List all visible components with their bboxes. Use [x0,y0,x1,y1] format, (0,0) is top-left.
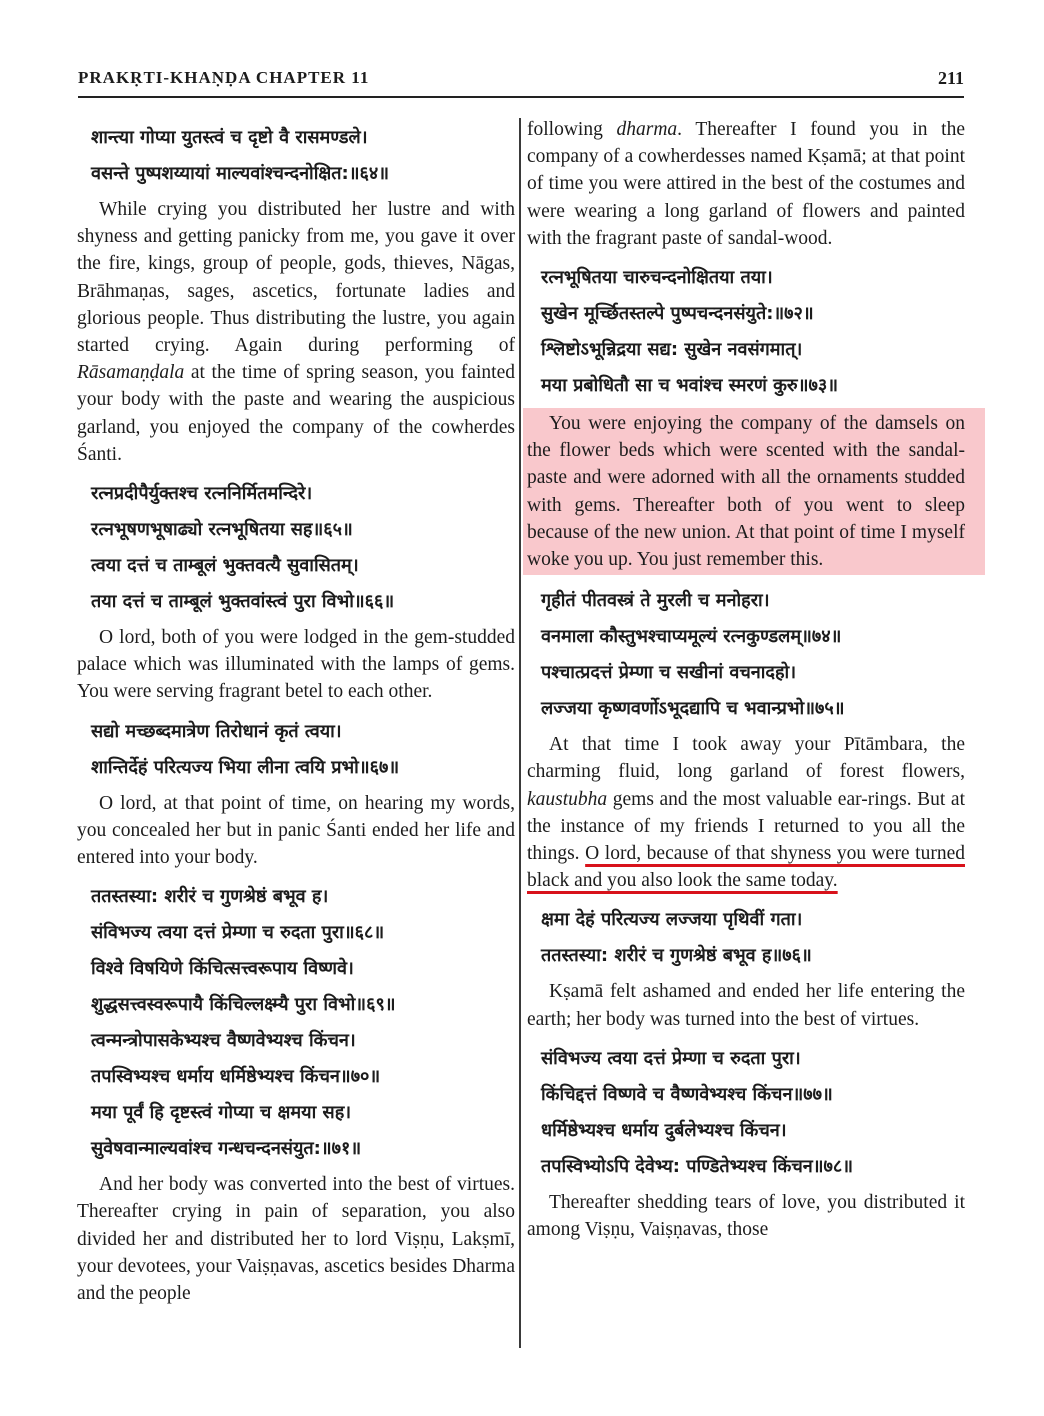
verse-block-72-73 [527,260,965,404]
red-underlined-text: O lord, because of that shyness you were turned black and you also look the same today. [527,843,965,892]
translation-paragraph: And her body was converted into the best of virtues. Thereafter crying in pain of separation, you also divided her and distributed her to lord Viṣṇu, Lakṣmī, your devotees, your Vaiṣṇavas, ascetics besides Dharma and the people [77,1174,515,1305]
verse-block-74-75 [527,583,965,727]
verse-line: किंचिद्दत्तं विष्णवे च वैष्णवेभ्यश्च किंचन॥७७॥ [541,1083,833,1105]
verse-line: रत्नभूषितया चारुचन्दनोक्षितया तया। [541,267,773,289]
verse-block-67 [77,714,515,786]
verse-line: मया पूर्वं हि दृष्टस्त्वं गोप्या च क्षमया सह। [91,1102,352,1124]
verse-line: संविभज्य त्वया दत्तं प्रेम्णा च रुदता पुरा॥६८॥ [91,922,385,944]
verse-line: शुद्धसत्त्वस्वरूपायै किंचिल्लक्ष्म्यै पुरा विभो॥६९॥ [91,994,396,1016]
verse-line: त्वया दत्तं च ताम्बूलं भुक्तवत्यै सुवासितम्। [91,555,359,577]
verse-line: रत्नभूषणभूषाढ्यो रत्नभूषितया सह॥६५॥ [91,519,353,541]
verse-line: रत्नप्रदीपैर्युक्तश्च रत्ननिर्मितमन्दिरे। [91,483,313,505]
page-number: 211 [937,68,964,88]
verse-line: तपस्विभ्यश्च धर्माय धर्मिष्ठेभ्यश्च किंचन॥७०॥ [91,1066,381,1088]
verse-line: शान्त्या गोप्या युतस्त्वं च दृष्टो वै रासमण्डले। [91,127,368,148]
verse-block-68-71 [77,879,515,1167]
verse-line: तपस्विभ्योऽपि देवेभ्य: पण्डितेभ्यश्च किंचन॥७८॥ [541,1155,854,1177]
verse-line: शान्तिर्देहं परित्यज्य भिया लीना त्वयि प्रभो॥६७॥ [91,756,400,778]
translation-paragraph: Kṣamā felt ashamed and ended her life entering the earth; her body was turned into the best of virtues. [527,981,965,1030]
highlighted-paragraph: You were enjoying the company of the damsels on the flower beds which were scented with the sandal-paste and were adorned with all the ornaments studded with gems. Thereafter both of you went to sleep because of the new union. At that point of time I myself woke you up. You just remember this. [523,408,985,575]
page-header [78,66,964,98]
translation-paragraph: O lord, both of you were lodged in the gem-studded palace which was illuminated with the lamps of gems. You were serving fragrant betel to each other. [77,627,515,703]
verse-line: क्षमा देहं परित्यज्य लज्जया पृथिवीं गता। [541,909,803,931]
verse-line: ततस्तस्या: शरीरं च गुणश्रेष्ठं बभूव ह। [91,886,329,908]
translation-paragraph: Thereafter shedding tears of love, you distributed it among Viṣṇu, Vaiṣṇavas, those [527,1191,965,1241]
verse-line: विश्वे विषयिणे किंचित्सत्त्वरूपाय विष्णवे। [91,958,354,980]
running-title: PRAKṚTI-KHAṆḌA CHAPTER 11 [78,68,370,87]
verse-line: वसन्ते पुष्पशय्यायां माल्यवांश्चन्दनोक्षित:॥६४॥ [91,163,390,184]
translation-paragraph: At that time I took away your Pītāmbara, the charming fluid, long garland of forest flowers, kaustubha gems and the most valuable ear-rings. But at the instance of my friends I returned to you all the things. O lord, because of that shyness you were turned black and you also look the same today. [527,734,965,892]
translation-paragraph: While crying you distributed her lustre and with shyness and getting panicky from me, you gave it over the fire, kings, group of people, gods, thieves, Nāgas, Brāhmaṇas, sages, ascetics, fortunate ladies and glorious people. Thus distributing the lustre, you again started crying. Again during performing of Rāsamaṇḍala at the time of spring season, you fainted your body with the paste and wearing the auspicious garland, you enjoyed the company of the cowherdes Śanti. [77,199,515,465]
verse-line: सद्यो मच्छब्दमात्रेण तिरोधानं कृतं त्वया। [91,720,342,742]
left-column [77,116,515,1307]
verse-line: धर्मिष्ठेभ्यश्च धर्माय दुर्बलेभ्यश्च किंचन। [541,1119,787,1141]
verse-block-65-66 [77,476,515,620]
verse-line: सुवेषवान्माल्यवांश्च गन्धचन्दनसंयुत:॥७१॥ [91,1138,362,1160]
verse-line: संविभज्य त्वया दत्तं प्रेम्णा च रुदता पुरा। [541,1047,801,1069]
verse-line: श्लिष्टोऽभून्निद्रया सद्य: सुखेन नवसंगमात्। [541,339,803,361]
verse-line: वनमाला कौस्तुभश्चाप्यमूल्यं रत्नकुण्डलम्॥७४॥ [541,626,842,648]
verse-line: गृहीतं पीतवस्त्रं ते मुरली च मनोहरा। [541,590,770,612]
verse-line: तया दत्तं च ताम्बूलं भुक्तवांस्त्वं पुरा विभो॥६६॥ [91,591,395,613]
verse-line: ततस्तस्या: शरीरं च गुणश्रेष्ठं बभूव ह॥७६॥ [541,945,812,967]
translation-paragraph: O lord, at that point of time, on hearing my words, you concealed her but in panic Śanti ended her life and entered into your body. [77,792,515,869]
right-column [527,116,965,1243]
verse-block-77-78 [527,1041,965,1185]
verse-line: पश्चात्प्रदत्तं प्रेम्णा च सखीनां वचनादहो। [541,662,797,684]
verse-line: त्वन्मन्त्रोपासकेभ्यश्च वैष्णवेभ्यश्च किंचन। [91,1030,356,1052]
verse-line: सुखेन मूर्च्छितस्तल्पे पुष्पचन्दनसंयुते:॥७२॥ [541,303,814,325]
verse-block-76 [527,902,965,974]
verse-block-64 [77,120,515,192]
column-divider [519,118,521,1348]
verse-line: मया प्रबोधितौ सा च भवांश्च स्मरणं कुरु॥७३॥ [541,375,838,397]
verse-line: लज्जया कृष्णवर्णोऽभूदद्यापि च भवान्प्रभो॥७५॥ [541,698,845,720]
translation-paragraph: following dharma. Thereafter I found you in the company of a cowherdesses named Kṣamā; at that point of time you were attired in the best of the costumes and were wearing a long garland of flowers and painted with the fragrant paste of sandal-wood. [527,119,965,249]
